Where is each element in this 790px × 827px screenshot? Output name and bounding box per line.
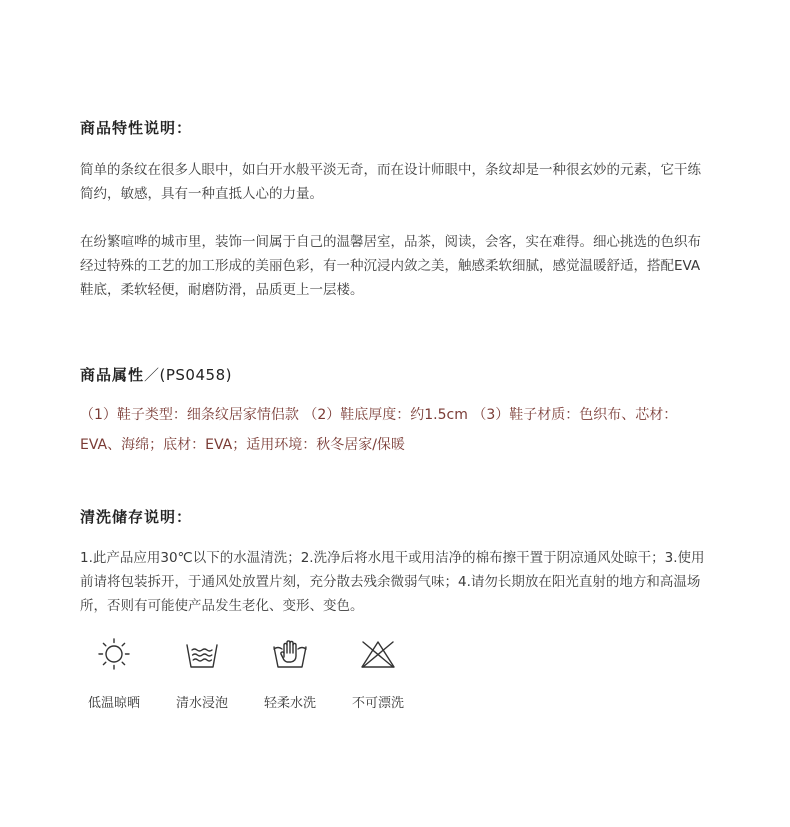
- attributes-code: ／(PS0458): [144, 366, 232, 384]
- sun-icon: [96, 636, 132, 672]
- care-icon-item: [334, 636, 422, 711]
- care-title: 清洗储存说明：: [80, 508, 193, 526]
- care-icons-row: [70, 636, 422, 711]
- care-icon-item: [70, 636, 158, 711]
- care-icon-item: [158, 636, 246, 711]
- no-bleach-icon: [360, 636, 396, 672]
- care-icon-item: [246, 636, 334, 711]
- care-icon-label: 轻柔水洗: [263, 696, 316, 711]
- features-paragraph-2: 在纷繁喧哗的城市里，装饰一间属于自己的温馨居室，品茶，阅读，会客，实在难得。细心挑选的色织布经过特殊的工艺的加工形成的美丽色彩，有一种沉浸内敛之美，触感柔软细腻，感觉温暖舒适，搭配EVA鞋底，柔软轻便，耐磨防滑，品质更上一层楼。: [80, 234, 701, 298]
- care-icon-label: 清水浸泡: [175, 696, 228, 711]
- attributes-heading: [80, 364, 232, 385]
- care-icon-label: 不可漂洗: [351, 696, 404, 711]
- features-paragraph-1: 简单的条纹在很多人眼中，如白开水般平淡无奇，而在设计师眼中，条纹却是一种很玄妙的元素，它干练简约，敏感，具有一种直抵人心的力量。: [80, 162, 701, 202]
- hand-wash-icon: [272, 636, 308, 672]
- attributes-title: 商品属性: [80, 366, 145, 384]
- attributes-text: （1）鞋子类型：细条纹居家情侣款 （2）鞋底厚度：约1.5cm （3）鞋子材质：色织布、芯材：EVA、海绵；底材：EVA；适用环境：秋冬居家/保暖: [80, 407, 678, 453]
- care-icon-label: 低温晾晒: [87, 696, 140, 711]
- wash-tub-icon: [184, 636, 220, 672]
- features-title: 商品特性说明：: [80, 119, 193, 137]
- care-text: 1.此产品应用30℃以下的水温清洗；2.洗净后将水甩干或用洁净的棉布擦干置于阴凉通风处晾干；3.使用前请将包装拆开，于通风处放置片刻，充分散去残余微弱气味；4.请勿长期放在阳光直射的地方和高温场所，否则有可能使产品发生老化、变形、变色。: [80, 550, 705, 614]
